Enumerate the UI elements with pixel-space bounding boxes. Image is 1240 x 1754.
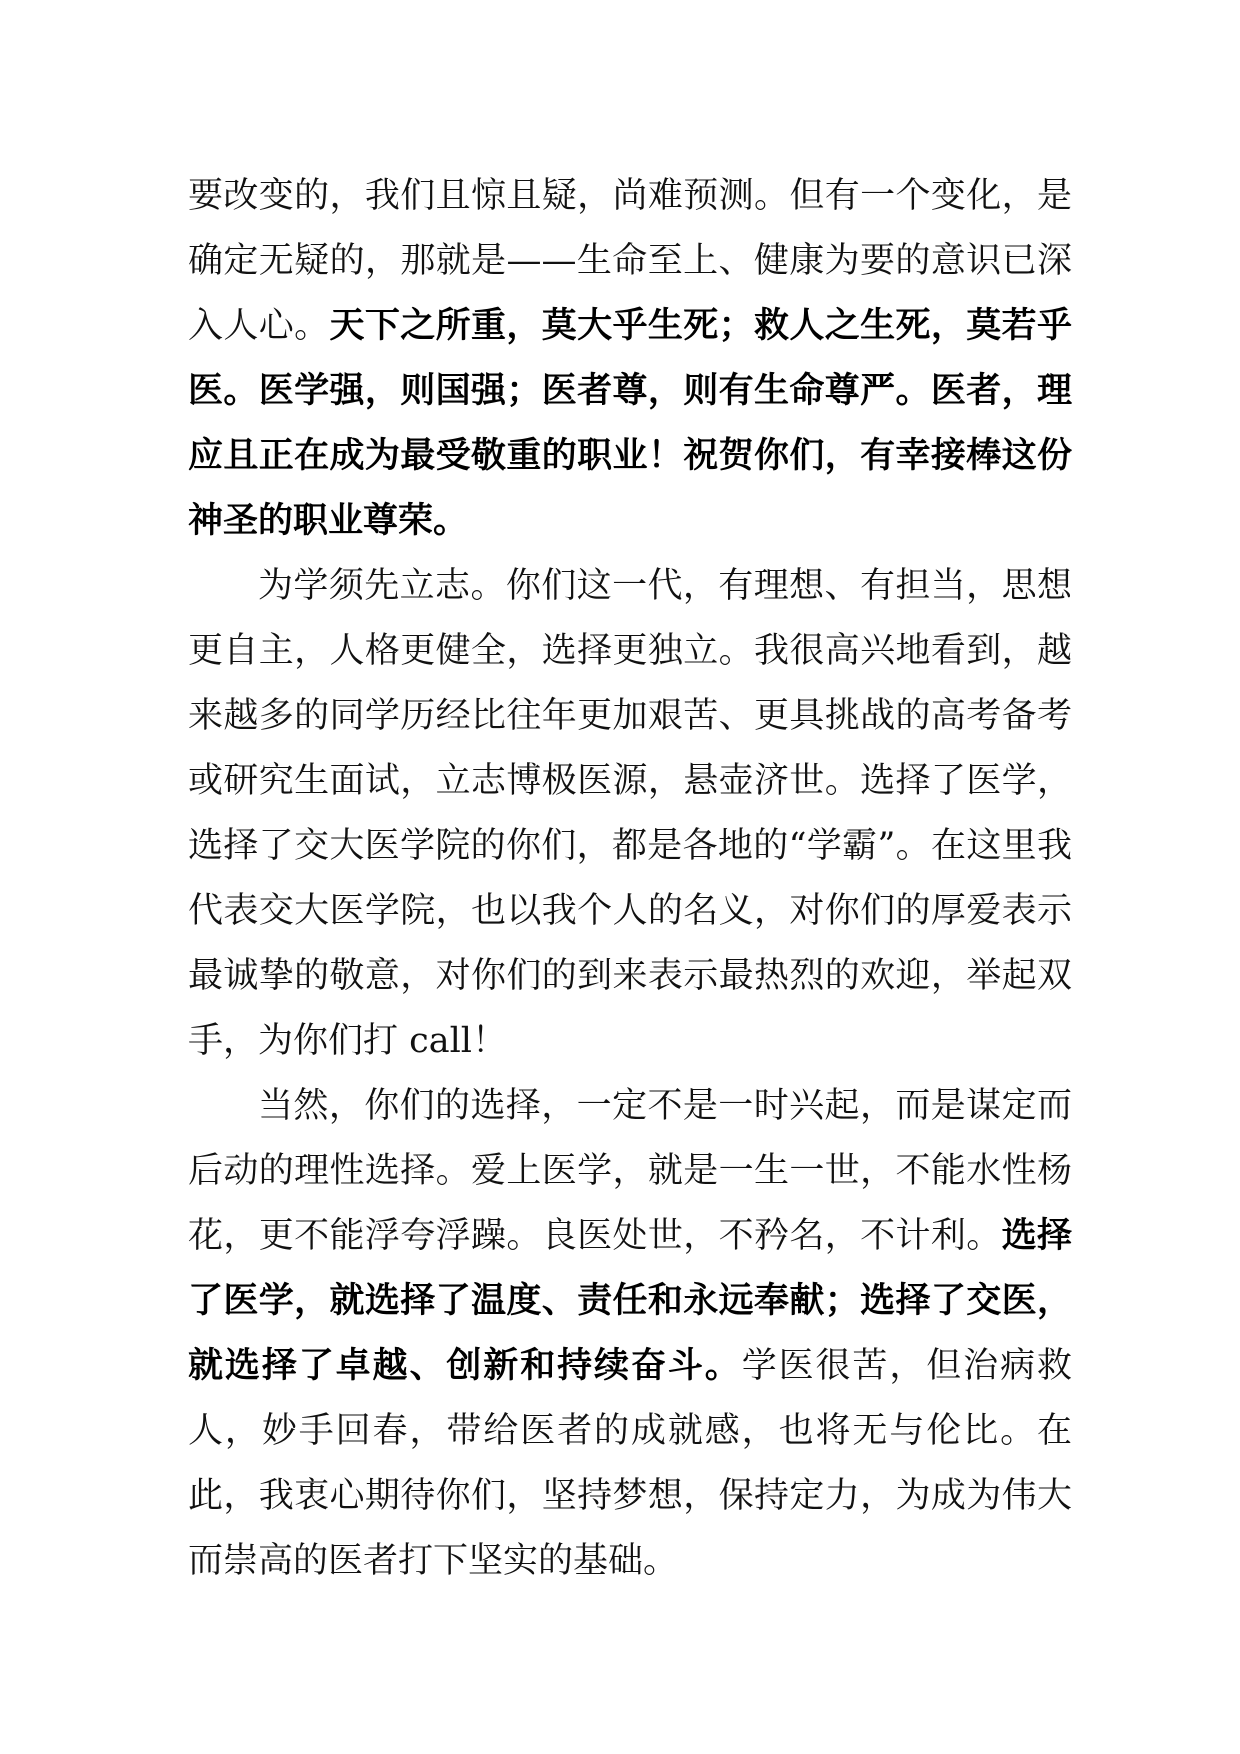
paragraph-choice	[188, 1074, 1072, 1594]
paragraph-aspiration	[188, 554, 1072, 1074]
bold-emphasis-text: 选择了医学，就选择了温度、责任和永远奉献；选择了交医，就选择了卓越、创新和持续奋斗。	[188, 1216, 1072, 1386]
paragraph-text: 学医很苦，但治病救人，妙手回春，带给医者的成就感，也将无与伦比。在此，我衷心期待你们，坚持梦想，保持定力，为成为伟大而崇高的医者打下坚实的基础。	[188, 1346, 1072, 1581]
document-body	[188, 164, 1072, 1594]
bold-emphasis-text: 天下之所重，莫大乎生死；救人之生死，莫若乎医。医学强，则国强；医者尊，则有生命尊严。医者，理应且正在成为最受敬重的职业！祝贺你们，有幸接棒这份神圣的职业尊荣。	[188, 306, 1072, 541]
paragraph-text: 当然，你们的选择，一定不是一时兴起，而是谋定而后动的理性选择。爱上医学，就是一生一世，不能水性杨花，更不能浮夸浮躁。良医处世，不矜名，不计利。	[188, 1086, 1072, 1256]
paragraph-text: 要改变的，我们且惊且疑，尚难预测。但有一个变化，是确定无疑的，那就是——生命至上、健康为要的意识已深入人心。	[188, 176, 1072, 346]
paragraph-text: 为学须先立志。你们这一代，有理想、有担当，思想更自主，人格更健全，选择更独立。我很高兴地看到，越来越多的同学历经比往年更加艰苦、更具挑战的高考备考或研究生面试，立志博极医源，悬壶济世。选择了医学，选择了交大医学院的你们，都是各地的“学霸”。在这里我代表交大医学院，也以我个人的名义，对你们的厚爱表示最诚挚的敬意，对你们的到来表示最热烈的欢迎，举起双手，为你们打 call！	[188, 566, 1072, 1061]
paragraph-continuation	[188, 164, 1072, 554]
